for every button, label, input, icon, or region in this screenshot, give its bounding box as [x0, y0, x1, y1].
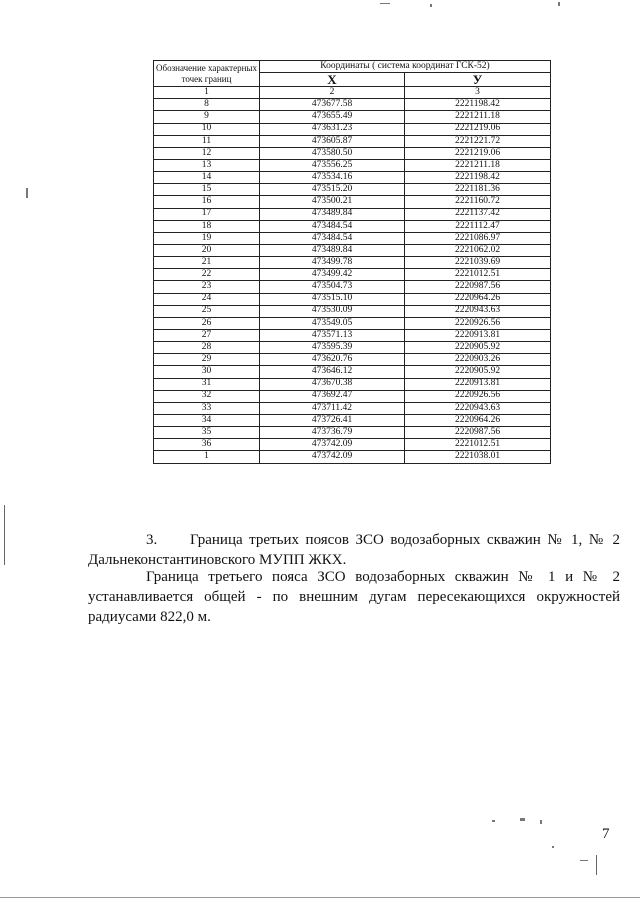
scan-speck: [430, 4, 432, 7]
x-cell: 473646.12: [260, 366, 405, 378]
point-cell: 29: [154, 354, 260, 366]
y-cell: 2221038.01: [405, 451, 551, 463]
table-row: [154, 390, 551, 402]
paragraph-3-continued-text: Граница третьего пояса ЗСО водозаборных скважин № 1 и № 2 устанавливается общей - по внешним дугам пересекающихся окружностей радиусами 822,0 м.: [88, 569, 620, 625]
y-cell: 2221137.42: [405, 208, 551, 220]
y-cell: 2221012.51: [405, 439, 551, 451]
point-cell: 35: [154, 427, 260, 439]
point-cell: 34: [154, 414, 260, 426]
table-row: [154, 293, 551, 305]
page-number: 7: [602, 826, 610, 842]
y-cell: 2220926.56: [405, 317, 551, 329]
y-cell: 2221062.02: [405, 244, 551, 256]
point-cell: 31: [154, 378, 260, 390]
scan-edge-line: [0, 897, 640, 898]
table-row: [154, 99, 551, 111]
table-row: [154, 232, 551, 244]
x-cell: 473504.73: [260, 281, 405, 293]
table-row: [154, 402, 551, 414]
y-cell: 2221086.97: [405, 232, 551, 244]
x-cell: 473670.38: [260, 378, 405, 390]
x-cell: 473515.20: [260, 184, 405, 196]
scan-edge-line: [596, 855, 597, 875]
table-row: [154, 257, 551, 269]
table-row: [154, 366, 551, 378]
y-cell: 2221181.36: [405, 184, 551, 196]
point-cell: 36: [154, 439, 260, 451]
point-cell: 26: [154, 317, 260, 329]
x-cell: 473489.84: [260, 244, 405, 256]
scan-speck: [558, 2, 560, 6]
table-row: [154, 111, 551, 123]
x-cell: 473742.09: [260, 439, 405, 451]
x-cell: 473500.21: [260, 196, 405, 208]
point-cell: 1: [154, 451, 260, 463]
y-cell: 2221219.06: [405, 147, 551, 159]
y-cell: 2220943.63: [405, 402, 551, 414]
column-number: 2: [260, 87, 405, 99]
point-cell: 10: [154, 123, 260, 135]
x-cell: 473515.10: [260, 293, 405, 305]
y-cell: 2221160.72: [405, 196, 551, 208]
y-cell: 2220905.92: [405, 366, 551, 378]
point-cell: 33: [154, 402, 260, 414]
y-cell: 2221112.47: [405, 220, 551, 232]
x-cell: 473711.42: [260, 402, 405, 414]
x-cell: 473620.76: [260, 354, 405, 366]
y-cell: 2221211.18: [405, 159, 551, 171]
y-cell: 2220987.56: [405, 281, 551, 293]
scan-edge-line: [4, 505, 5, 565]
y-cell: 2221211.18: [405, 111, 551, 123]
point-cell: 27: [154, 329, 260, 341]
point-cell: 18: [154, 220, 260, 232]
x-cell: 473499.42: [260, 269, 405, 281]
x-cell: 473489.84: [260, 208, 405, 220]
scan-speck: [552, 846, 554, 848]
table-row: [154, 281, 551, 293]
x-cell: 473736.79: [260, 427, 405, 439]
x-cell: 473605.87: [260, 135, 405, 147]
y-cell: 2221198.42: [405, 172, 551, 184]
table-row: [154, 123, 551, 135]
y-cell: 2220943.63: [405, 305, 551, 317]
table-row: [154, 317, 551, 329]
y-cell: 2221198.42: [405, 99, 551, 111]
paragraph-3-continued: [88, 567, 620, 627]
y-cell: 2221012.51: [405, 269, 551, 281]
y-cell: 2220913.81: [405, 378, 551, 390]
point-cell: 9: [154, 111, 260, 123]
paragraph-3: [88, 530, 620, 570]
scan-speck: [540, 820, 542, 824]
point-cell: 12: [154, 147, 260, 159]
coordinates-table: [153, 60, 551, 464]
point-cell: 8: [154, 99, 260, 111]
table-header: [154, 61, 551, 99]
paragraph-3-text: Граница третьих поясов ЗСО водозаборных скважин № 1, № 2 Дальнеконстантиновского МУПП ЖКХ.: [88, 532, 620, 568]
table-row: [154, 184, 551, 196]
y-cell: 2220987.56: [405, 427, 551, 439]
x-cell: 473571.13: [260, 329, 405, 341]
y-header: У: [405, 73, 551, 87]
x-cell: 473549.05: [260, 317, 405, 329]
x-cell: 473556.25: [260, 159, 405, 171]
table-row: [154, 244, 551, 256]
point-cell: 25: [154, 305, 260, 317]
y-cell: 2221039.69: [405, 257, 551, 269]
point-cell: 19: [154, 232, 260, 244]
point-cell: 17: [154, 208, 260, 220]
y-cell: 2220926.56: [405, 390, 551, 402]
designation-header: Обозначение характерных точек границ: [154, 61, 260, 87]
paragraph-number: 3.: [146, 532, 158, 548]
scan-speck: [580, 860, 588, 861]
point-cell: 15: [154, 184, 260, 196]
scan-speck: [520, 818, 525, 821]
table-row: [154, 427, 551, 439]
x-cell: 473742.09: [260, 451, 405, 463]
x-cell: 473655.49: [260, 111, 405, 123]
table-row: [154, 329, 551, 341]
column-number: 1: [154, 87, 260, 99]
x-cell: 473595.39: [260, 342, 405, 354]
x-cell: 473530.09: [260, 305, 405, 317]
table-row: [154, 414, 551, 426]
table-body: [154, 99, 551, 463]
y-cell: 2220905.92: [405, 342, 551, 354]
table-row: [154, 269, 551, 281]
table-row: [154, 220, 551, 232]
x-cell: 473484.54: [260, 220, 405, 232]
point-cell: 22: [154, 269, 260, 281]
point-cell: 11: [154, 135, 260, 147]
y-cell: 2220964.26: [405, 414, 551, 426]
point-cell: 20: [154, 244, 260, 256]
table-row: [154, 378, 551, 390]
table-row: [154, 147, 551, 159]
x-cell: 473631.23: [260, 123, 405, 135]
point-cell: 23: [154, 281, 260, 293]
scan-speck: [380, 3, 390, 4]
table-row: [154, 159, 551, 171]
point-cell: 32: [154, 390, 260, 402]
table-row: [154, 451, 551, 463]
point-cell: 24: [154, 293, 260, 305]
table-row: [154, 135, 551, 147]
point-cell: 28: [154, 342, 260, 354]
y-cell: 2220913.81: [405, 329, 551, 341]
x-cell: 473534.16: [260, 172, 405, 184]
point-cell: 14: [154, 172, 260, 184]
x-header: X: [260, 73, 405, 87]
x-cell: 473499.78: [260, 257, 405, 269]
x-cell: 473580.50: [260, 147, 405, 159]
y-cell: 2220964.26: [405, 293, 551, 305]
y-cell: 2221221.72: [405, 135, 551, 147]
point-cell: 13: [154, 159, 260, 171]
table-row: [154, 305, 551, 317]
table-row: [154, 342, 551, 354]
table-row: [154, 439, 551, 451]
x-cell: 473484.54: [260, 232, 405, 244]
point-cell: 21: [154, 257, 260, 269]
y-cell: 2221219.06: [405, 123, 551, 135]
column-number-row: [154, 87, 551, 99]
point-cell: 16: [154, 196, 260, 208]
scan-speck: [492, 820, 495, 822]
x-cell: 473692.47: [260, 390, 405, 402]
table-row: [154, 196, 551, 208]
x-cell: 473726.41: [260, 414, 405, 426]
y-cell: 2220903.26: [405, 354, 551, 366]
coordinates-header: Координаты ( система координат ГСК-52): [260, 61, 551, 73]
table-row: [154, 354, 551, 366]
table-row: [154, 208, 551, 220]
table-row: [154, 172, 551, 184]
column-number: 3: [405, 87, 551, 99]
point-cell: 30: [154, 366, 260, 378]
scan-speck: [26, 188, 28, 198]
x-cell: 473677.58: [260, 99, 405, 111]
